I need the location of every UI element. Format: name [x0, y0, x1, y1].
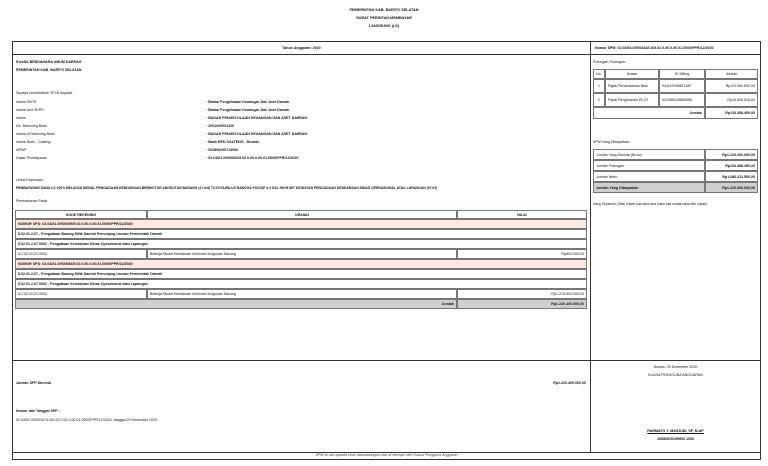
field-label: No. Rekening Bank [16, 124, 47, 128]
pembebanan-label: Pembebanan Pada: [16, 199, 48, 203]
spd-row: NOMOR SPD: 02.04/01.0/000059/5.02.0.00.0.00.01.0000/PPR/12/2020 [15, 219, 587, 229]
field-row [16, 108, 44, 112]
dibayarkan-title: SPM Yang Dibayarkan: [593, 140, 631, 144]
bayar-label: Jumlah Potongan [593, 160, 705, 171]
field-label: Nama di Rekening Bank [16, 132, 55, 136]
pemerintah-label: PEMERINTAH KAB. BARITO SELATAN [16, 68, 82, 72]
untuk-label: Untuk Keperluan: [16, 178, 44, 182]
field-value: : BADAN PENGELOLAAN KEUANGAN DAN ASET DAERAH [206, 116, 308, 120]
pot-jumlah: Rp16.836.618,00 [705, 93, 758, 107]
nomor-spp-value: 02.04/02.0/000347/LS/5.02.0.00.0.00.01.0000/PPR/12/2020, tanggal 29 Desember 2020 [16, 418, 158, 422]
keperluan-text: PEMBAYARAN DANA LS 100% BELANJA MODAL PENGADAAN KENDARAAN BERMOTOR ANGKUTAN BARANG (4 Unit) TOYOTA/HILUX RANGGA PICKUP 2.4 DSL HIGH M/T KEGIATAN PENGADAAN KENDARAAN DINAS OPERASIONAL ATAU LAPANGAN (97.02) [16, 186, 438, 190]
item-code: 5.2.02.02.01.0003 [15, 249, 147, 259]
place-date: Buntok, 29 Desember 2020 [653, 365, 698, 369]
spm-number: Nomor SPM: 02.04/03.0/000444/LS/5.02.0.00.0.00.01.0000/PPR/12/2020 [595, 46, 714, 50]
terbilang-text: Uang Sejumlah: (Satu milyar dua ratus dua puluh juta empat ratus ribu rupiah) [593, 202, 708, 206]
potongan-title: Potongan-Potongan: [593, 60, 626, 64]
th-kode: KODE REKENING [15, 210, 147, 219]
pot-no: 1 [593, 79, 605, 93]
signer-name: RAHMATO Y. MASJUDI, SP, M.AP [647, 429, 704, 433]
field-value: : Bank BPD KALTENG - Buntok [206, 140, 260, 144]
field-row [16, 100, 36, 104]
field-row [16, 156, 47, 160]
pot-total-value: Rp134.388.450,00 [705, 107, 758, 119]
item-value: Rp1.219.600.000,00 [457, 289, 587, 299]
bayar-label: Jumlah Netto [593, 171, 705, 182]
signer-role: KUASA PENGGUNA ANGGARAN [648, 373, 703, 377]
th-nilai: NILAI [457, 210, 587, 219]
fiscal-year: Tahun Anggaran: 2020 [282, 46, 321, 50]
spp-label: Jumlah SPP Diminta [16, 381, 51, 385]
bayar-total-label: Jumlah Yang Dibayarkan [593, 182, 705, 193]
field-row [16, 116, 26, 120]
field-value: : Badan Pengelolaan Keuangan Dan Aset Daerah [206, 108, 290, 112]
subkegiatan-row: 5.02.01.2.07.0002 - Pengadaan Kendaraan Dinas Operasional atau Lapangan [15, 239, 587, 249]
field-label: Dasar Pembayaran [16, 156, 47, 160]
field-value: : 2001020001320 [206, 124, 235, 128]
field-row [16, 132, 55, 136]
pot-uraian: Pajak Penghasilan Ps 22 [605, 93, 659, 107]
doc-title: SURAT PERINTAH MEMBAYAR [356, 16, 412, 20]
spp-value: Rp1.220.400.000,00 [553, 381, 586, 385]
spd-row: NOMOR SPD: 02.04/01.0/000084/5.02.0.00.0.00.01.0000/PPR/12/2020 [15, 259, 587, 269]
field-row [16, 124, 47, 128]
field-value: : BADAN PENGELOLAAN KEUANGAN DAN ASET DAERAH [206, 132, 308, 136]
bayar-total-value: Rp1.220.400.000,00 [705, 182, 758, 193]
pot-total-label: Jumlah [593, 107, 705, 119]
kegiatan-row: 5.02.01.2.07 - Pengadaan Barang Milik Daerah Penunjang Urusan Pemerintah Daerah [15, 229, 587, 239]
pot-th-jumlah: Jumlah [705, 69, 758, 79]
signer-nip: 19680620199903 1006 [657, 437, 694, 441]
item-desc: Belanja Modal Kendaraan Bermotor Angkutan Barang [147, 289, 457, 299]
pot-no: 2 [593, 93, 605, 107]
field-value: : Badan Pengelolaan Keuangan Dan Aset Daerah [206, 100, 290, 104]
footer-note: SPM ini sah apabila telah ditandatangani dan di stempel oleh Kuasa Pengguna Anggaran [315, 453, 458, 457]
nomor-spp-label: Nomor dan Tanggal SPP : [16, 409, 60, 413]
total-value: Rp1.220.400.000,00 [457, 299, 587, 309]
pot-th-billing: ID Billing [659, 69, 705, 79]
pot-th-uraian: Uraian [605, 69, 659, 79]
bayar-value: Rp1.220.400.000,00 [705, 149, 758, 160]
pot-uraian: Pajak Pertambahan Nilai [605, 79, 659, 93]
item-value: Rp800.000,00 [457, 249, 587, 259]
pot-jumlah: Rp110.951.832,00 [705, 79, 758, 93]
bayar-value: Rp134.388.450,00 [705, 160, 758, 171]
subkegiatan-row: 5.02.01.2.07.0002 - Pengadaan Kendaraan Dinas Operasional atau Lapangan [15, 279, 587, 289]
bayar-label: Jumlah Yang Diminta (Bruto) [593, 149, 705, 160]
th-uraian: URAIAN [147, 210, 457, 219]
pot-billing: 041086419860556 [659, 93, 705, 107]
pot-th-no: No. [593, 69, 605, 79]
field-label: Nama Unit SKPD [16, 108, 44, 112]
pot-billing: 041109398871657 [659, 79, 705, 93]
doc-type: LANGSUNG (LS) [368, 24, 400, 28]
item-desc: Belanja Modal Kendaraan Bermotor Angkutan Barang [147, 249, 457, 259]
kuasa-bud: KUASA BENDAHARA UMUM DAERAH [16, 60, 82, 64]
supaya-text: Supaya menerbitkan SP2D kepada: [16, 91, 74, 95]
field-label: NPWP [16, 148, 27, 152]
item-code: 5.2.02.02.01.0003 [15, 289, 147, 299]
field-label: Nama [16, 116, 26, 120]
field-value: : 002890200714000 [206, 148, 239, 152]
field-label: Nama SKPD [16, 100, 37, 104]
bayar-value: Rp1.086.011.550,00 [705, 171, 758, 182]
field-value: : 02.04/01.0/000062/5.02.0.00.0.00.01.0000/PPR/12/2020 [206, 156, 299, 160]
document-frame [12, 41, 761, 460]
field-row [16, 148, 27, 152]
field-label: Nama Bank - Cabang [16, 140, 51, 144]
total-label: Jumlah [15, 299, 457, 309]
gov-title: PEMERINTAH KAB. BARITO SELATAN [349, 8, 419, 12]
field-row [16, 140, 51, 144]
kegiatan-row: 5.02.01.2.07 - Pengadaan Barang Milik Daerah Penunjang Urusan Pemerintah Daerah [15, 269, 587, 279]
